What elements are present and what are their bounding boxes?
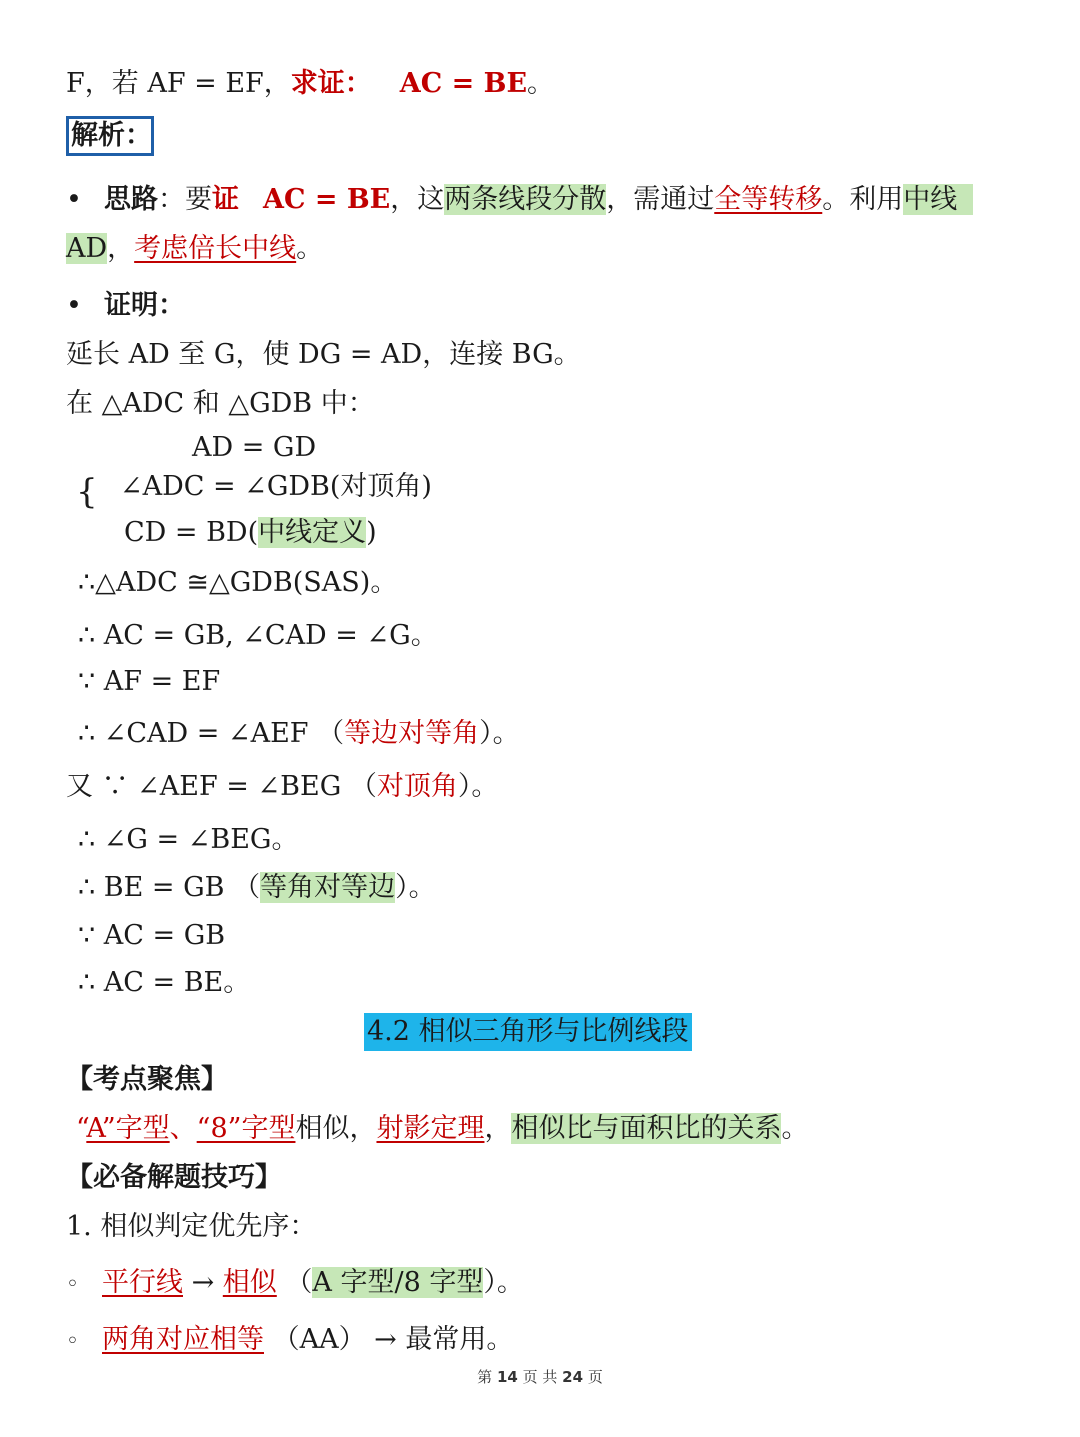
skills-heading: 【必备解题技巧】 bbox=[66, 1162, 282, 1193]
step-text: ）。 bbox=[457, 771, 499, 802]
reason-equal-sides: 等边对等角 bbox=[344, 718, 480, 749]
step-text: ∴ BE = GB （ bbox=[78, 872, 261, 903]
proof-label: 证明： bbox=[104, 290, 185, 321]
underline-projection-theorem: 射影定理 bbox=[376, 1113, 485, 1144]
underline-aa: 两角对应相等 bbox=[102, 1324, 264, 1355]
underline-congruent-transfer: 全等转移 bbox=[714, 184, 823, 215]
proof-step-6: ∴ ∠G = ∠BEG。 bbox=[78, 824, 299, 855]
separator: 、 bbox=[169, 1113, 197, 1144]
idea-line-1 bbox=[66, 180, 973, 220]
quote-mark: “ bbox=[76, 1113, 87, 1144]
proof-step-2: ∴ AC = GB, ∠CAD = ∠G。 bbox=[78, 620, 438, 651]
skills-bullet-1 bbox=[66, 1263, 524, 1305]
highlight-ratio-relation: 相似比与面积比的关系 bbox=[511, 1113, 782, 1144]
proof-step-5 bbox=[66, 767, 498, 807]
underline-parallel: 平行线 bbox=[102, 1267, 183, 1298]
highlight-shape-types: A 字型/8 字型 bbox=[312, 1267, 484, 1298]
bullet-text: ）。 bbox=[483, 1267, 524, 1298]
bullet-text: （ bbox=[276, 1267, 313, 1298]
section-title: 4.2 相似三角形与比例线段 bbox=[364, 1013, 692, 1051]
proof-step-1: ∴△ADC ≅△GDB(SAS)。 bbox=[78, 567, 398, 598]
highlight-median-def: 中线定义 bbox=[258, 517, 367, 548]
focus-line bbox=[76, 1109, 808, 1149]
period: 。 bbox=[527, 68, 555, 99]
skills-item-1: 1. 相似判定优先序： bbox=[66, 1211, 317, 1242]
reason-vertical-angles: 对顶角 bbox=[376, 771, 458, 802]
arrow-text: → bbox=[183, 1267, 223, 1298]
idea-label: 思路 bbox=[104, 184, 158, 215]
highlight-ad: AD bbox=[66, 233, 108, 264]
bullet-text: （AA） → 最常用。 bbox=[264, 1324, 514, 1355]
prove-statement: AC = BE bbox=[399, 68, 528, 99]
proof-step-7 bbox=[78, 868, 436, 908]
idea-line-2 bbox=[66, 229, 323, 269]
system-eq-1: AD = GD bbox=[192, 432, 317, 463]
circle-bullet-icon: ◦ bbox=[66, 1272, 79, 1297]
idea-text: ， bbox=[107, 233, 135, 264]
proof-heading bbox=[66, 286, 185, 326]
bullet-icon: • bbox=[66, 184, 82, 215]
proof-extend: 延长 AD 至 G，使 DG = AD，连接 BG。 bbox=[66, 339, 581, 370]
step-text: ）。 bbox=[479, 718, 520, 749]
system-eq-2: ∠ADC = ∠GDB(对顶角) bbox=[120, 471, 432, 502]
prove-label: 求证： bbox=[290, 68, 372, 99]
eq3-text: CD = BD( bbox=[124, 517, 259, 548]
problem-condition: F，若 AF = EF， bbox=[66, 68, 291, 99]
bullet-icon: • bbox=[66, 290, 82, 321]
focus-text: 相似， bbox=[295, 1113, 377, 1144]
idea-statement: AC = BE bbox=[263, 184, 391, 215]
step-text: ∴ ∠CAD = ∠AEF （ bbox=[78, 718, 345, 749]
step-text: ）。 bbox=[395, 872, 436, 903]
underline-8-shape: “8”字型 bbox=[196, 1113, 296, 1144]
highlight-equal-angles: 等角对等边 bbox=[260, 872, 396, 903]
idea-text: ，这 bbox=[390, 184, 445, 215]
system-eq-3 bbox=[124, 513, 377, 553]
idea-zheng: 证 bbox=[212, 184, 239, 215]
underline-double-median: 考虑倍长中线 bbox=[134, 233, 297, 264]
highlight-scattered: 两条线段分散 bbox=[444, 184, 607, 215]
underline-similar: 相似 bbox=[222, 1267, 277, 1298]
proof-step-9: ∴ AC = BE。 bbox=[78, 967, 251, 998]
highlight-median: 中线 bbox=[903, 184, 973, 215]
focus-text: 。 bbox=[781, 1113, 809, 1144]
page-number: 14 bbox=[496, 1368, 518, 1386]
brace-icon: { bbox=[76, 472, 98, 512]
footer-text: 页 共 bbox=[522, 1368, 558, 1386]
idea-text: 。 bbox=[296, 233, 324, 264]
circle-bullet-icon: ◦ bbox=[66, 1329, 79, 1354]
proof-in-triangles: 在 △ADC 和 △GDB 中： bbox=[66, 388, 375, 419]
focus-text: ， bbox=[484, 1113, 512, 1144]
proof-step-4 bbox=[78, 714, 520, 754]
page-total: 24 bbox=[562, 1368, 584, 1386]
idea-text: ，需通过 bbox=[606, 184, 715, 215]
underline-a-shape: A”字型 bbox=[86, 1113, 170, 1144]
step-text: 又 ∵ ∠AEF = ∠BEG （ bbox=[66, 771, 377, 802]
focus-heading: 【考点聚焦】 bbox=[66, 1064, 228, 1095]
proof-step-8: ∵ AC = GB bbox=[78, 920, 226, 951]
footer-text: 页 bbox=[587, 1368, 603, 1386]
eq3-text: ) bbox=[366, 517, 377, 548]
idea-text: 。利用 bbox=[822, 184, 904, 215]
idea-text: ：要 bbox=[158, 184, 212, 215]
proof-step-3: ∵ AF = EF bbox=[78, 666, 221, 697]
page-footer bbox=[0, 1366, 1080, 1387]
analysis-label: 解析： bbox=[66, 116, 154, 156]
footer-text: 第 bbox=[477, 1368, 493, 1386]
skills-bullet-2 bbox=[66, 1320, 513, 1362]
problem-tail-line bbox=[66, 64, 554, 104]
